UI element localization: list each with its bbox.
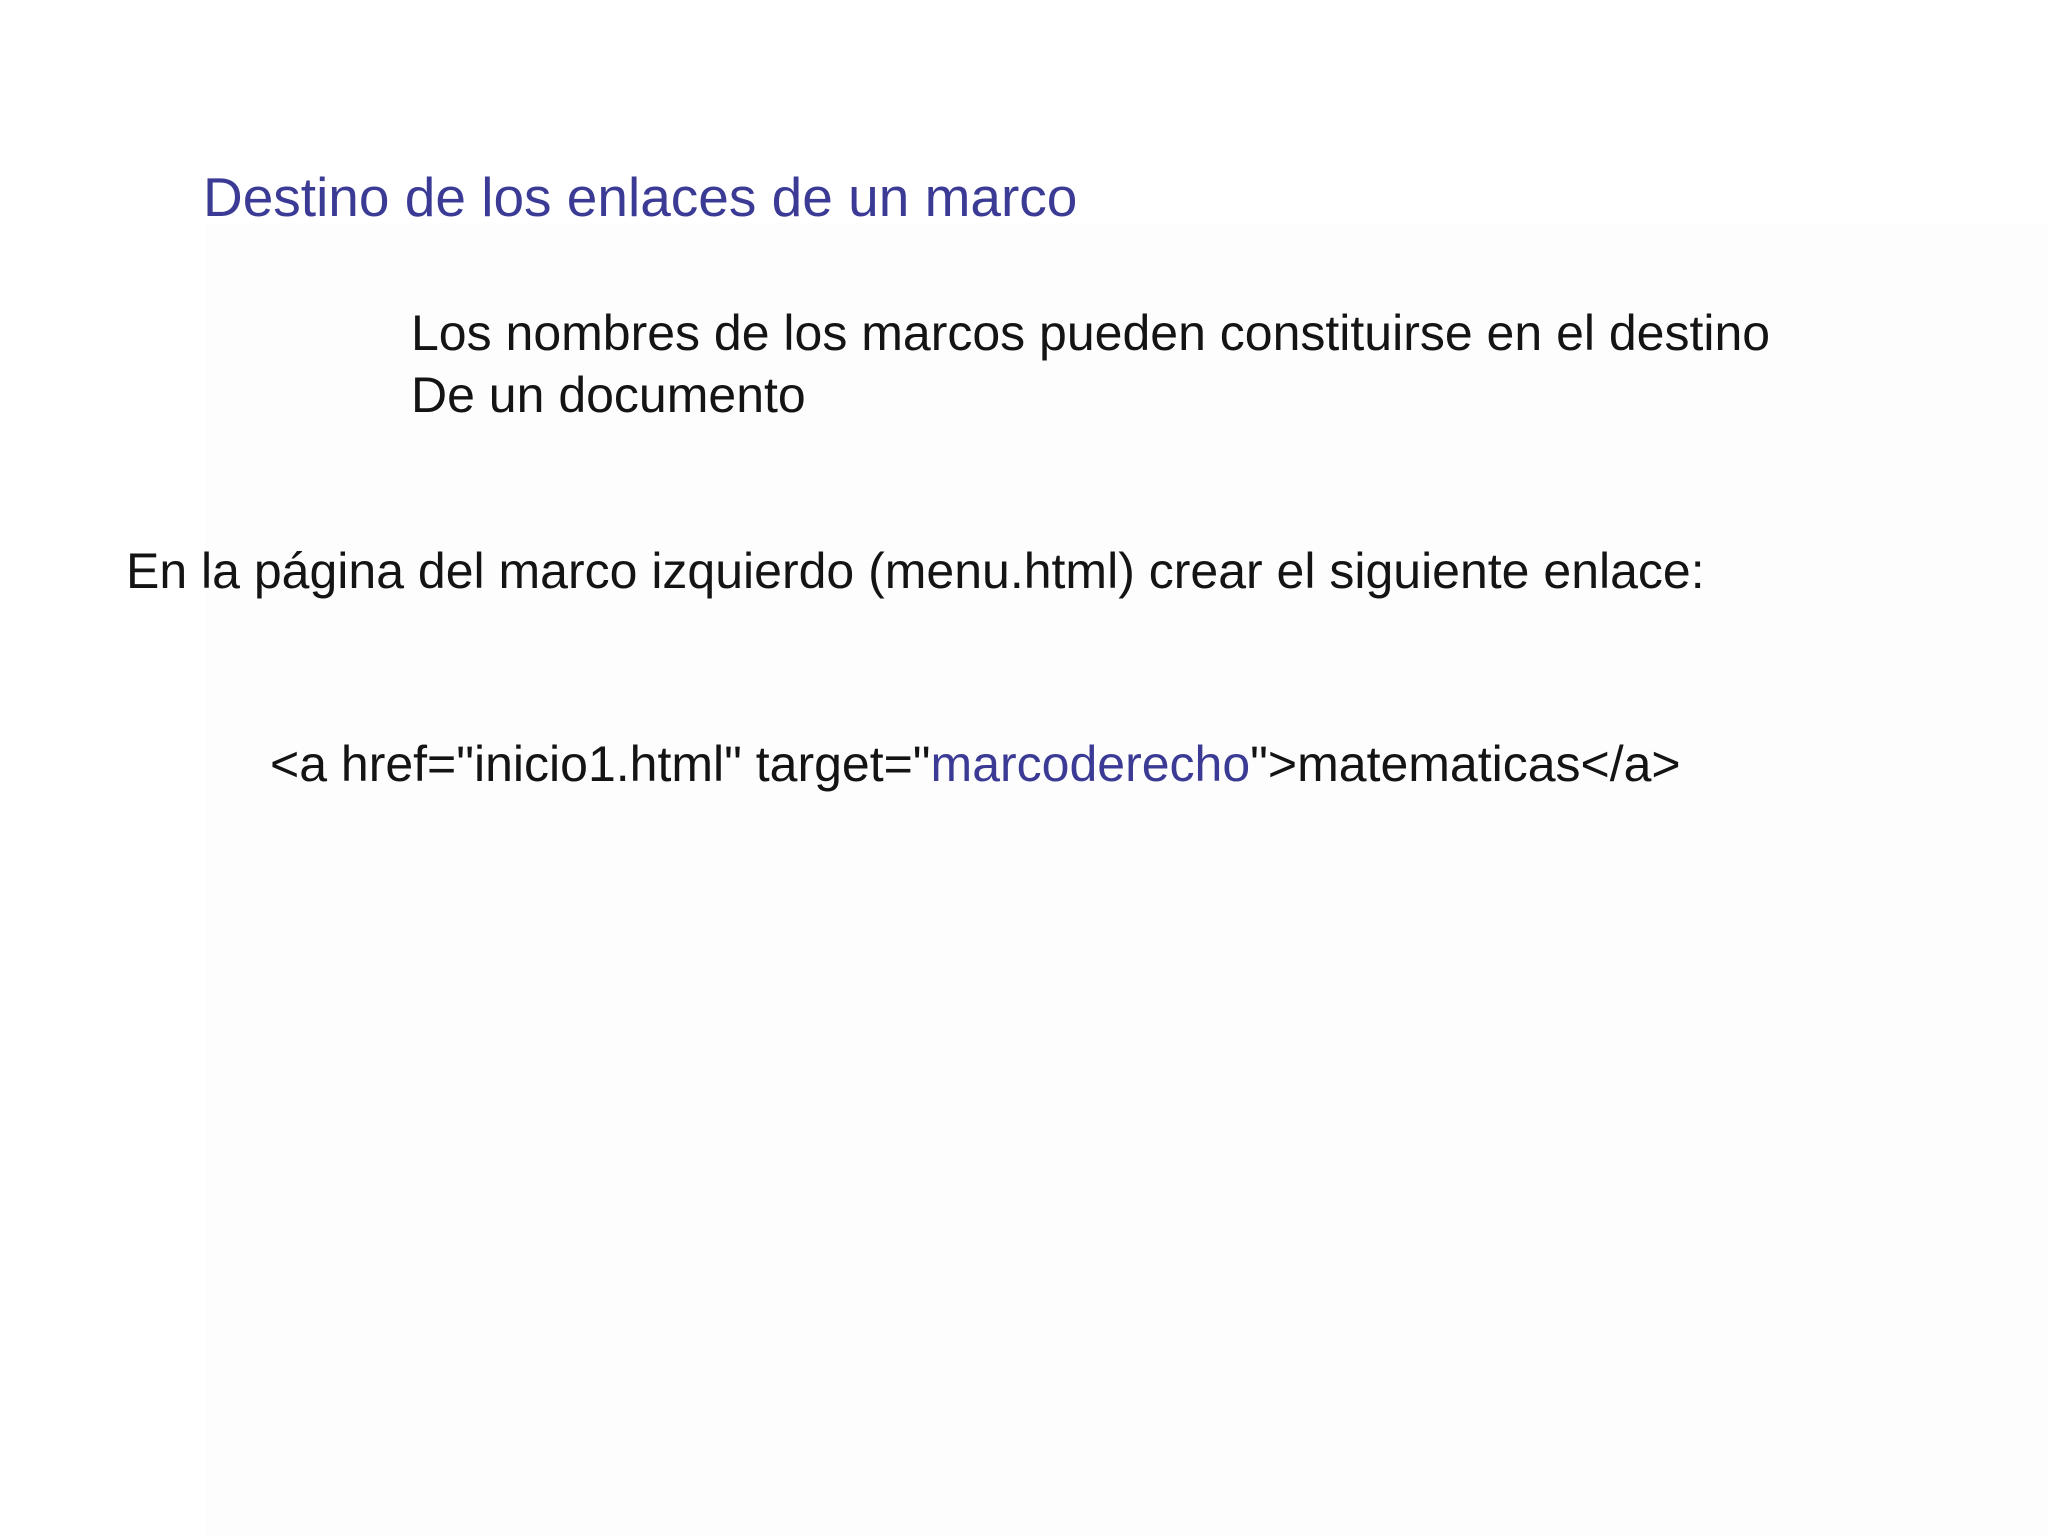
slide-title: Destino de los enlaces de un marco	[203, 166, 1078, 228]
code-before: <a href="inicio1.html" target="	[270, 736, 931, 792]
instruction-text: En la página del marco izquierdo (menu.html) crear el siguiente enlace:	[126, 543, 1705, 599]
code-after: ">matematicas</a>	[1250, 736, 1681, 792]
intro-line: De un documento	[411, 367, 806, 423]
code-example	[270, 733, 1681, 795]
code-target-name: marcoderecho	[930, 736, 1251, 792]
intro-text	[411, 302, 1770, 426]
intro-line: Los nombres de los marcos pueden constituirse en el destino	[411, 305, 1771, 361]
